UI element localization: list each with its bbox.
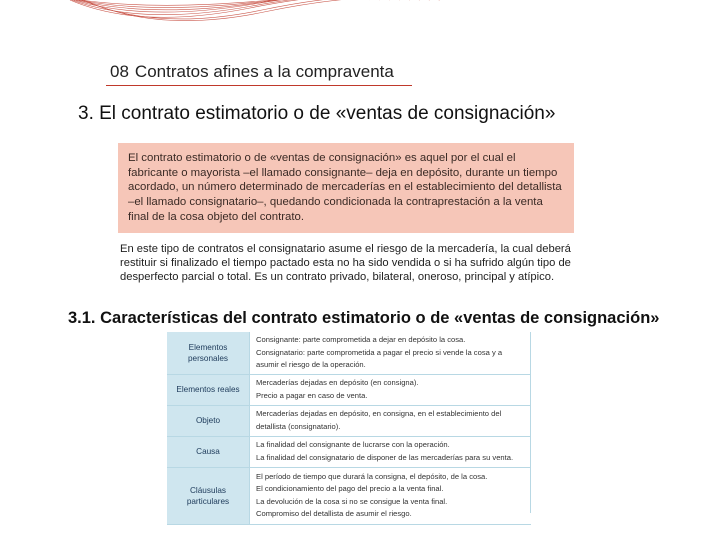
row-description [250, 405, 532, 436]
row-label: Cláusulas particulares [167, 467, 250, 524]
header-underline [106, 85, 412, 86]
chapter-number: 08 [110, 62, 129, 81]
table-row [167, 467, 531, 524]
table-row [167, 332, 531, 374]
description-line: El período de tiempo que durará la consigna, el depósito, de la cosa. [256, 471, 488, 481]
chapter-title: Contratos afines a la compraventa [134, 62, 394, 81]
description-line: La finalidad del consignante de lucrarse con la operación. [256, 440, 450, 450]
description-line: El condicionamiento del pago del precio a la venta final. [256, 484, 444, 494]
row-description [250, 467, 532, 524]
row-description [250, 332, 532, 374]
description-line: Consignante: parte comprometida a dejar en depósito la cosa. [256, 335, 466, 344]
table-row [167, 374, 531, 405]
row-description [250, 374, 532, 405]
chapter-header [110, 62, 394, 82]
row-label: Elementos personales [167, 332, 250, 374]
description-line: Precio a pagar en caso de venta. [256, 390, 368, 400]
table-row [167, 405, 531, 436]
table-row [167, 436, 531, 467]
description-line: La devolución de la cosa si no se consigue la venta final. [256, 496, 448, 506]
description-line: Mercaderías dejadas en depósito (en consigna). [256, 378, 419, 388]
characteristics-table [167, 332, 531, 525]
row-label: Elementos reales [167, 374, 250, 405]
description-line: Compromiso del detallista de asumir el riesgo. [256, 509, 412, 519]
row-label: Causa [167, 436, 250, 467]
section-title: 3. El contrato estimatorio o de «ventas de consignación» [78, 103, 556, 124]
description-line: La finalidad del consignatario de disponer de las mercaderías para su venta. [256, 452, 514, 462]
row-label: Objeto [167, 405, 250, 436]
definition-box [118, 143, 574, 233]
explanation-paragraph: En este tipo de contratos el consignatario asume el riesgo de la mercadería, la cual deberá restituir si finalizado el tiempo pactado esta no ha sido vendida o si ha sufrido algún tipo de desperfecto parcial o total. Es un contrato privado, bilateral, oneroso, principal y atípico. [120, 243, 571, 284]
table-right-border [530, 332, 531, 513]
description-line: Mercaderías dejadas en depósito, en consigna, en el establecimiento del detallista (consignatario). [256, 409, 502, 431]
definition-text: El contrato estimatorio o de «ventas de consignación» es aquel por el cual el fabricante o mayorista –el llamado consignante– deja en depósito, durante un tiempo acordado, un número determinado de mercaderías en el establecimiento del detallista –el llamado consignatario–, quedando condicionada la contraprestación a la venta final de la cosa objeto del contrato. [128, 152, 562, 223]
description-line: Consignatario: parte comprometida a pagar el precio si vende la cosa y a asumir el riesgo de la operación. [256, 347, 503, 370]
subsection-title: 3.1. Características del contrato estimatorio o de «ventas de consignación» [68, 309, 660, 327]
row-description [250, 436, 532, 467]
decorative-wave-lines [0, 0, 720, 60]
